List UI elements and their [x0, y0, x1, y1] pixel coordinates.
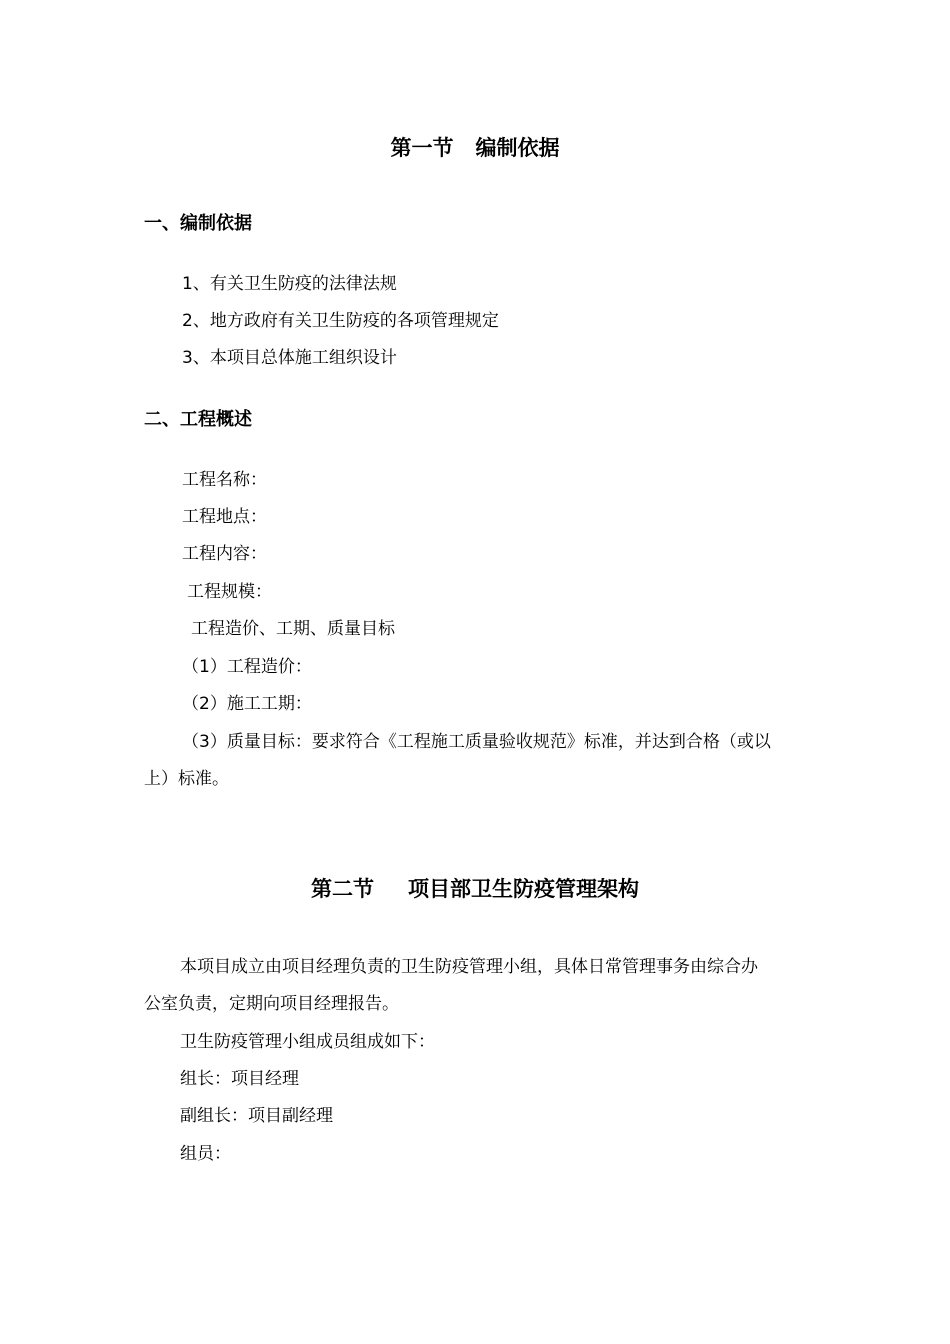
section2-members: 组员： — [180, 1144, 231, 1164]
section1-title — [0, 138, 950, 159]
section2-para1-line2: 公室负责，定期向项目经理报告。 — [144, 994, 399, 1014]
heading-basis: 一、编制依据 — [144, 213, 252, 234]
section2-title — [0, 879, 950, 900]
heading-overview: 二、工程概述 — [144, 409, 252, 430]
overview-quality-line1: （3）质量目标：要求符合《工程施工质量验收规范》标准，并达到合格（或以 — [182, 732, 771, 752]
overview-quality-line2: 上）标准。 — [144, 769, 229, 789]
basis-item-3: 3、本项目总体施工组织设计 — [182, 348, 397, 368]
overview-name: 工程名称： — [182, 470, 267, 490]
overview-cost-schedule-quality: 工程造价、工期、质量目标 — [191, 619, 395, 639]
section1-title-number: 第一节 — [390, 136, 454, 160]
overview-content: 工程内容： — [182, 544, 267, 564]
section1-title-text: 编制依据 — [475, 136, 560, 160]
overview-cost: （1）工程造价： — [182, 657, 312, 677]
section2-leader: 组长：项目经理 — [180, 1069, 299, 1089]
section2-deputy: 副组长：项目副经理 — [180, 1106, 333, 1126]
section2-title-number: 第二节 — [311, 877, 374, 901]
basis-item-2: 2、地方政府有关卫生防疫的各项管理规定 — [182, 311, 499, 331]
section2-title-text: 项目部卫生防疫管理架构 — [408, 877, 639, 901]
basis-item-1: 1、有关卫生防疫的法律法规 — [182, 274, 397, 294]
section2-members-intro: 卫生防疫管理小组成员组成如下： — [180, 1032, 435, 1052]
overview-period: （2）施工工期： — [182, 694, 312, 714]
overview-location: 工程地点： — [182, 507, 267, 527]
section2-para1-line1: 本项目成立由项目经理负责的卫生防疫管理小组，具体日常管理事务由综合办 — [180, 957, 758, 977]
overview-scale: 工程规模： — [187, 582, 272, 602]
